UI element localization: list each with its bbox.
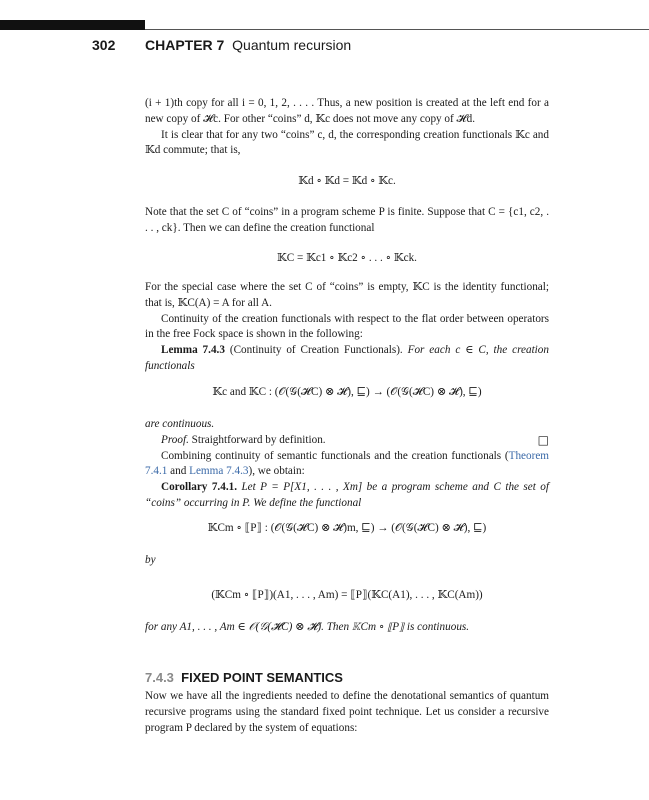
lemma-label: Lemma 7.4.3 [161, 344, 225, 357]
chapter-label: CHAPTER 7 [145, 37, 225, 53]
section-title: FIXED POINT SEMANTICS [181, 670, 343, 685]
combining-paragraph [145, 449, 549, 481]
lemma-name: (Continuity of Creation Functionals). [229, 344, 403, 357]
section-number: 7.4.3 [145, 670, 174, 685]
page-number: 302 [92, 37, 116, 53]
chapter-title: Quantum recursion [232, 37, 352, 53]
corollary-statement [145, 480, 549, 512]
equation-creation-functional: 𝕂C = 𝕂c1 ∘ 𝕂c2 ∘ . . . ∘ 𝕂ck. [277, 252, 417, 264]
equation-lemma: 𝕂c and 𝕂C : (𝒪(𝒢(𝓗C) ⊗ 𝓗), ⊑) → (𝒪(𝒢(𝓗C) ⊗ 𝓗), ⊑) [212, 386, 482, 398]
equation-commute: 𝕂d ∘ 𝕂d = 𝕂d ∘ 𝕂c. [298, 175, 396, 187]
paragraph-5: for any A1, . . . , Am ∈ 𝒪(𝒢(𝓗C) ⊗ 𝓗). Then 𝕂Cm ∘ ⟦P⟧ is continuous. [145, 621, 470, 633]
proof-label: Proof. [161, 433, 189, 446]
lemma-7-4-3-link[interactable]: Lemma 7.4.3 [189, 465, 249, 478]
paragraph-6: Now we have all the ingredients needed to define the denotational semantics of quantum recursive programs using the standard fixed point technique. Let us consider a recursive program P declared by the system of equations: [145, 690, 549, 734]
proof [145, 433, 549, 449]
paragraph-3 [145, 280, 549, 375]
paragraph-1 [145, 96, 549, 159]
combining-text-post: ), we obtain: [248, 465, 305, 478]
equation-definition: (𝕂Cm ∘ ⟦P⟧)(A1, . . . , Am) = ⟦P⟧(𝕂C(A1), . . . , 𝕂C(Am)) [211, 589, 483, 601]
proof-text: Straightforward by definition. [191, 433, 326, 446]
qed-box-icon: □ [537, 432, 549, 447]
header-rule [145, 29, 649, 30]
equation-functional: 𝕂Cm ∘ ⟦P⟧ : (𝒪(𝒢(𝓗C) ⊗ 𝓗)m, ⊑) → (𝒪(𝒢(𝓗C) ⊗ 𝓗), ⊑) [207, 522, 487, 534]
paragraph-3-continuity: Continuity of the creation functionals with respect to the flat order between operators in the free Fock space is shown in the following: [145, 312, 549, 341]
header-bar [0, 20, 145, 30]
paragraph-1-commute: It is clear that for any two “coins” c, d, the corresponding creation functionals 𝕂c and 𝕂d commute; that is, [145, 128, 549, 157]
corollary-text: Let P = P[X1, . . . , Xm] be a program scheme and C the set of “coins” occurring in P. We define the functional [145, 481, 549, 509]
lemma-text: For each c ∈ C, the creation functionals [145, 344, 549, 372]
section-heading [145, 670, 343, 685]
paragraph-1-text: (i + 1)th copy for all i = 0, 1, 2, . . . . Thus, a new position is created at the left end for a new copy of 𝓗c. For other “coins” d, 𝕂c does not move any copy of 𝓗d. [145, 97, 549, 125]
lemma-statement [145, 343, 549, 375]
theorem-7-4-1-link[interactable]: Theorem 7.4.1 [145, 449, 549, 478]
paragraph-2: Note that the set C of “coins” in a program scheme P is finite. Suppose that C = {c1, c2, . . . , ck}. Then we can define the creation functional [145, 206, 549, 234]
corollary-label: Corollary 7.4.1. [161, 481, 238, 494]
lemma-conclusion: are continuous. [145, 418, 215, 430]
running-head [145, 37, 351, 53]
paragraph-3-special-case: For the special case where the set C of “coins” is empty, 𝕂C is the identity functional; that is, 𝕂C(A) = A for all A. [145, 281, 549, 309]
by-word: by [145, 554, 156, 566]
combining-and: and [167, 465, 190, 478]
paragraph-4 [145, 417, 549, 512]
combining-text-pre: Combining continuity of semantic functionals and the creation functionals ( [161, 449, 509, 462]
